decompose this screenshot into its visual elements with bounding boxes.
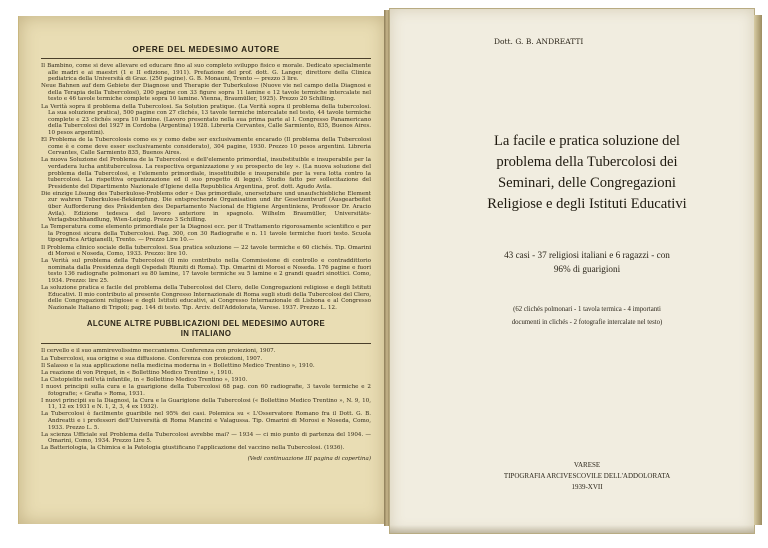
- publication-entry: La Cistopielite nell'età infantile, in « Bollettino Medico Trentino », 1910.: [41, 376, 248, 383]
- publication-entry: Il Bambino, come si deve allevare ed educare fino al suo completo sviluppo fisico e morale. Dedicato specialmente alle madri e ai maestri (1 e II edizione, 1911). Prefazione del prof. dott. G. Langer, direttore della Clinica pediatrica della Università di Graz. (250 pagine). G. B. Monauni, Trento — prezzo 3 lire.: [41, 63, 371, 83]
- author-name: Dott. G. B. ANDREATTI: [494, 37, 584, 46]
- publication-entry: La Verità sopra il problema della Tubercolosi. Sa Solution pratique. (La Verità sopra il problema della tubercolosi. La sua soluzione pratica), 500 pagine con 27 clichés, 13 tavole termiche intercalate nel testo, 44 tavole termiche complete e 23 clichés sopra 10 lamine. (Lavoro presentato nella sua prima parte al I. Congresso Panamericano della Tubercolosi del 1927 in Cordoba (Argentina) 1928. Libreria Cervantes, Calle Sarmiento, 835, Buenos Aires. 10 pesos argentini).: [41, 103, 371, 136]
- left-page-back-cover: [18, 16, 385, 524]
- page-shadow: [390, 525, 754, 533]
- publication-entry: La Tubercolosi, sua origine e sua diffusione. Conferenza con proiezioni, 1907.: [41, 355, 263, 362]
- works-heading: OPERE DEL MEDESIMO AUTORE: [132, 44, 280, 54]
- publication-entry: El Problema de la Tubercolosis como es y como debe ser exclusivamente encarado (Il problema della Tubercolosi come è e come deve esser esclusivamente considerato), 304 pagine, 1930. Prezzo 10 pesos argentini. Libreria Cervantes, Calle Sarmiento 835, Buenos Aires.: [41, 137, 371, 157]
- imprint-publisher: TIPOGRAFIA ARCIVESCOVILE DELL'ADDOLORATA: [503, 472, 671, 480]
- publication-entry: Il Salasso e la sua applicazione nella medicina moderna in « Bollettino Medico Trentino », 1910.: [41, 362, 315, 369]
- details-line2: documenti in clichés - 2 fotografie intercalate nel testo): [511, 319, 663, 326]
- title-line: La facile e pratica soluzione del: [494, 133, 680, 149]
- publication-entry: Il Problema clinico sociale della tubercolosi. Sua pratica soluzione — 22 tavole termiche e 60 clichés. Tip. Omarini di Morosi e Noseda, Como, 1933. Prezzo: lire 10.: [41, 244, 371, 258]
- title-line: Religiose e degli Istituti Educativi: [487, 196, 687, 212]
- heading-rule: [41, 58, 371, 59]
- publisher-imprint: [450, 460, 724, 493]
- publication-entry: La soluzione pratica e facile del problema della Tubercolosi del Clero, delle Congregazioni religiose e degli Istituti Educativi. Il mio contributo al presente Congresso Internazionale di Roma sugli studi della Tubercolosi del Clero, delle Congregazioni religiose e degli Istituti educativi, al Congresso Internazionale di Lisbona e al Congresso Nazionale Italiano di Tripoli; pag. 144 di testo. Tip. Arciv. dell'Addolorata, Varese. 1937. Prezzo L. 12.: [41, 285, 371, 311]
- left-page-content: [41, 34, 371, 512]
- continuation-note: (Vedi continuazione III pagina di copertina): [247, 455, 371, 462]
- publication-entry: I nuovi principii sulla cura e la guarigione della Tubercolosi 68 pag. con 60 radiografie, 3 tavole termiche e 2 fotografie; « Grafia » Roma, 1931.: [41, 383, 371, 397]
- section2-rule: [41, 343, 371, 344]
- publication-entry: La reazione di von Pirquet, in « Bollettino Medico Trentino », 1910.: [41, 369, 234, 376]
- right-page-title-page: [389, 8, 755, 534]
- details-line1: (62 clichés polmonari - 1 tavola termica - 4 importanti: [513, 306, 661, 313]
- subtitle-line1: 43 casi - 37 religiosi italiani e 6 ragazzi - con: [504, 250, 670, 260]
- publication-entry: I nuovi principii su la Diagnosi, la Cura e la Guarigione della Tubercolosi (« Bollettino Medico Trentino », N. 9, 10, 11, 12 ex 1931 e N. 1, 2, 3, 4 ex 1932).: [41, 397, 371, 411]
- publication-entry: La Verità sul problema della Tubercolosi (Il mio contributo nella Commissione di controllo e contraddittorio nominata dalla Presidenza degli Ospedali Riuniti di Roma). Tip. Omarini di Morosi e Noseda. 176 pagine e fuori testo 136 radiografie polmonari su 80 lamine, 17 tavole termiche su 5 lamine e 2 grandi quadri sinottici. Como, 1934. Prezzo: lire 25.: [41, 258, 371, 284]
- other-publications-heading-line2: IN ITALIANO: [180, 329, 232, 339]
- other-publications-heading-line1: ALCUNE ALTRE PUBBLICAZIONI DEL MEDESIMO AUTORE: [86, 319, 326, 329]
- title-line: problema della Tubercolosi dei: [496, 154, 678, 170]
- page-edge: [754, 15, 762, 525]
- book-title: [428, 131, 746, 215]
- imprint-city: VARESE: [573, 461, 601, 469]
- subtitle-line2: 96% di guarigioni: [553, 264, 621, 274]
- publication-entry: La nuova Soluzione del Problema de la Tubercolosi e dell'elemento primordial, insubstituible e insuperabile per la verdadera lucha antituberculosa. La respectiva organizzazione y su prospecto de ley ». (La nuova soluzione del problema della Tubercolosi, e l'elemento primordiale, insostituibile e insuperabile per la vera lotta contro la tubercolosi. La rispettiva organizzazione ed il suo progetto di legge). Studio fatto per sollecitazione del Presidente del Dipartimento Nazionale d'Igiene della Repubblica Argentina, prof. dott. Agudo Avila.: [41, 157, 371, 190]
- title-line: Seminari, delle Congregazioni: [498, 175, 676, 191]
- publication-entry: Il cervello e il suo ammirevolissimo meccanismo. Conferenza con proiezioni, 1907.: [41, 348, 276, 355]
- publication-entry: La scienza Ufficiale sul Problema della Tubercolosi avrebbe mai? — 1934 — ci mio punto di partenza del 1904. — Omarini, Como, 1934. Prezzo Lire 5.: [41, 431, 371, 445]
- publication-entry: Die einzige Lösung des Tuberkulose-Problems oder « Das primordiale, unersetzbare und unaufschiebliche Element zur wahren Tuberkulose-Bekämpfung. Die entsprechende Organisation und ihr Gesetzentwurf (Ausgearbeitet über Aufforderung des Präsidenten des Departamento Nacional de Higiene Argentiniens, Professor Dr. Aracio Avila). Edizione tedesca del lavoro anteriore in spagnolo. Wilhelm Braumüller, Universitäts-Verlagsbuchhandlung, Wien-Leipzig. Prezzo 3 Schilling.: [41, 190, 371, 224]
- illustration-details: [430, 303, 744, 329]
- imprint-year: 1939-XVII: [571, 483, 603, 491]
- other-publications-list: [41, 348, 371, 451]
- publication-entry: Neue Bahnen auf dem Gebiete der Diagnose und Therapie der Tuberkulose (Nuove vie nel campo della Diagnosi e della Terapia della Tubercolosi), 200 pagine con 33 figure sopra 11 lamine e 12 tavole termiche intercalate nel testo e 46 tavole termiche complete sopra 10 lamine. Vienna, Braumüller, 1925). Prezzo 20 Schilling.: [41, 83, 371, 103]
- book-subtitle: [430, 248, 744, 276]
- publication-entry: La Tubercolosi è facilmente guaribile nel 95% dei casi. Polemica su « L'Osservatore Romano fra il Dott. G. B. Andreatti e i professori dell'Università di Roma Mancini e Valagussa. Tip. Omarini di Morosi e Noseda, Como, 1933. Prezzo L. 5.: [41, 411, 371, 431]
- publication-entry: La Temperatura come elemento primordiale per la Diagnosi ecc. per il Trattamento rigorosamente scientifico e per la Prognosi sicura della Tubercolosi. Pag. 300, con 30 Radiografie e n. 11 tavole termiche fuori testo. Scuola tipografica Artigianelli, Trento. — Prezzo Lire 10.—: [41, 224, 371, 244]
- works-list: [41, 63, 371, 311]
- publication-entry: La Batteriologia, la Chimica e la Patologia giustificano l'applicazione del vaccino nella Tubercolosi. (1936).: [41, 445, 345, 452]
- other-publications-heading: [41, 319, 371, 339]
